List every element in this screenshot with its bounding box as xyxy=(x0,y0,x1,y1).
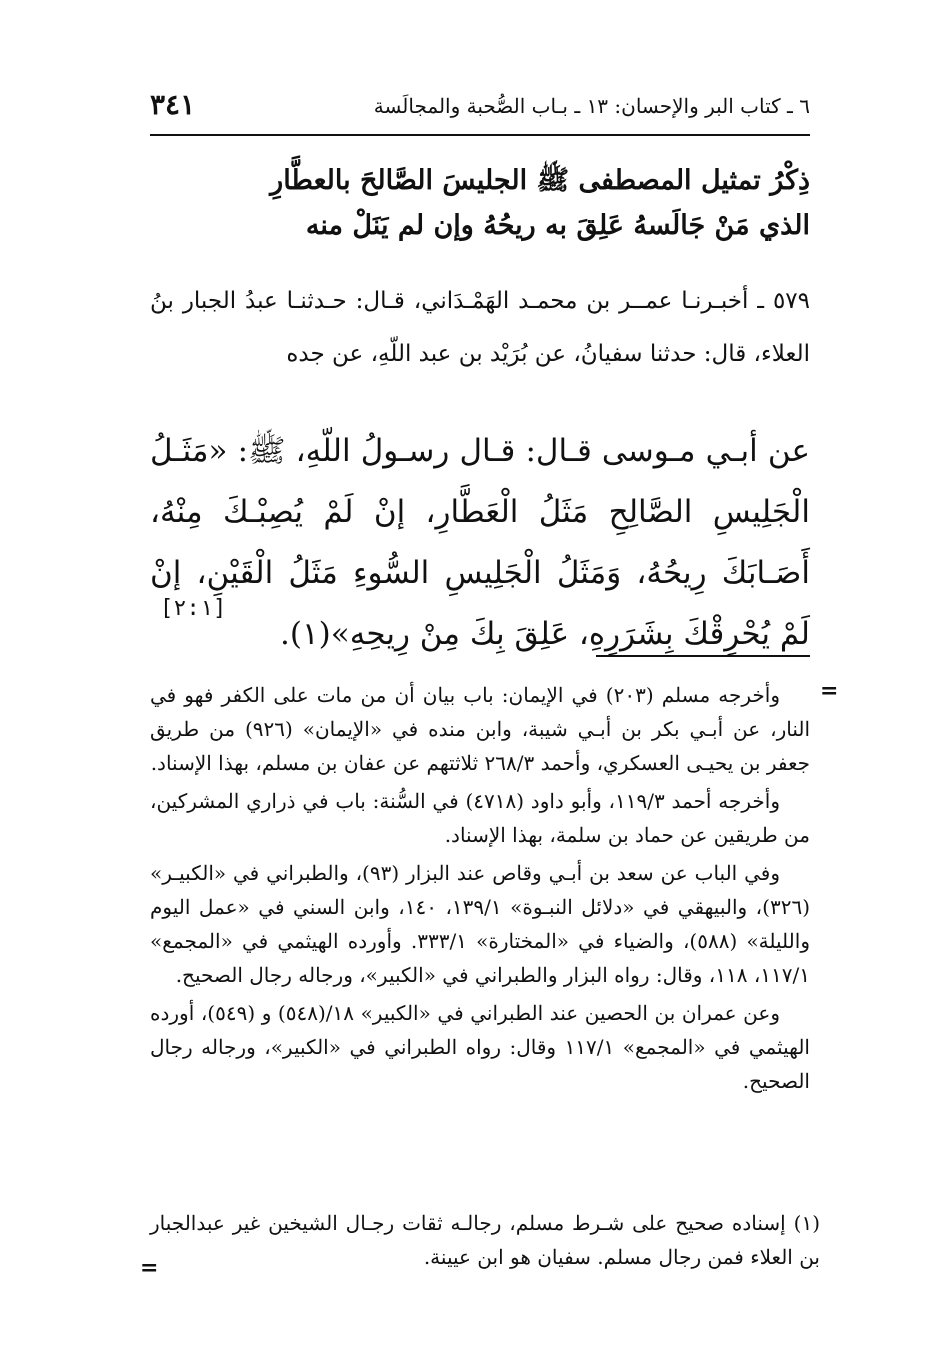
page-header xyxy=(150,88,810,136)
note-paragraph: وعن عمران بن الحصين عند الطبراني في «الكبير» ١٨/(٥٤٨) و (٥٤٩)، أورده الهيثمي في «المجمع» ١١٧/١ وقال: رواه الطبراني في «الكبير»، ورجاله رجال الصحيح. xyxy=(150,1001,810,1093)
notes-block xyxy=(150,678,810,1102)
end-mark: = xyxy=(140,1255,159,1281)
continuation-mark: = xyxy=(820,678,839,704)
hadith-reference: [٢:١] xyxy=(160,596,227,621)
page-number: ٣٤١ xyxy=(150,88,196,121)
note-paragraph: وأخرجه مسلم (٢٠٣) في الإيمان: باب بيان أن من مات على الكفر فهو في النار، عن أبـي بكر بن أبـي شيبة، وابن منده في «الإيمان» (٩٢٦) من طريق جعفر بن يحيـى العسكري، وأحمد ٢٦٨/٣ ثلاثتهم عن عفان بن مسلم، بهذا الإسناد. xyxy=(150,683,811,775)
footnote-divider xyxy=(596,655,810,657)
note-paragraph: وأخرجه أحمد ١١٩/٣، وأبو داود (٤٧١٨) في السُّنة: باب في ذراري المشركين، من طريقين عن حماد بن سلمة، بهذا الإسناد. xyxy=(150,789,810,847)
running-title: ٦ ـ كتاب البر والإحسان: ١٣ ـ بـاب الصُّحبة والمجالَسة xyxy=(373,94,810,118)
footnote: (١) إسناده صحيح على شـرط مسلم، رجالـه ثقات رجـال الشيخين غير عبدالجبار بن العلاء فمن رجال مسلم. سفيان هو ابن عيينة. xyxy=(150,1211,820,1269)
section-title-line-1: ذِكْرُ تمثيل المصطفى ﷺ الجليسَ الصَّالحَ بالعطَّارِ xyxy=(270,165,810,196)
note-paragraph: وفي الباب عن سعد بن أبـي وقاص عند البزار (٩٣)، والطبراني في «الكبيـر» (٣٢٦)، والبيهقي في «دلائل النبـوة» ١٣٩/١، ١٤٠، وابن السني في «عمل اليوم والليلة» (٥٨٨)، والضياء في «المختارة» ٣٣٣/١. وأورده الهيثمي في «المجمع» ١١٧/١، ١١٨، وقال: رواه البزار والطبراني في «الكبير»، ورجاله رجال الصحيح. xyxy=(150,861,810,987)
section-title-line-2: الذي مَنْ جَالَسهُ عَلِقَ به ريحُهُ وإن لم يَنَلْ منه xyxy=(305,210,810,241)
hadith-isnad: ٥٧٩ ـ أخبـرنـا عمــر بن محمـد الهَمْـدَاني، قـال: حـدثنـا عبدُ الجبار بنُ العلاء، قال: حدثنا سفيانُ، عن بُرَيْد بن عبد اللّهِ، عن جده xyxy=(150,288,810,367)
hadith-text: عن أبـي مـوسى قـال: قـال رسـولُ اللّهِ، ﷺ: «مَثَـلُ الْجَلِيسِ الصَّالِحِ مَثَلُ الْعَطَّارِ، إنْ لَمْ يُصِبْـكَ مِنْهُ، أَصَـابَكَ رِيحُهُ، وَمَثَلُ الْجَلِيسِ السُّوءِ مَثَلُ الْقَيْنِ، إنْ لَمْ يُحْرِقْكَ بِشَرَرِهِ، عَلِقَ بِكَ مِنْ رِيحِهِ»(١). xyxy=(150,433,810,652)
